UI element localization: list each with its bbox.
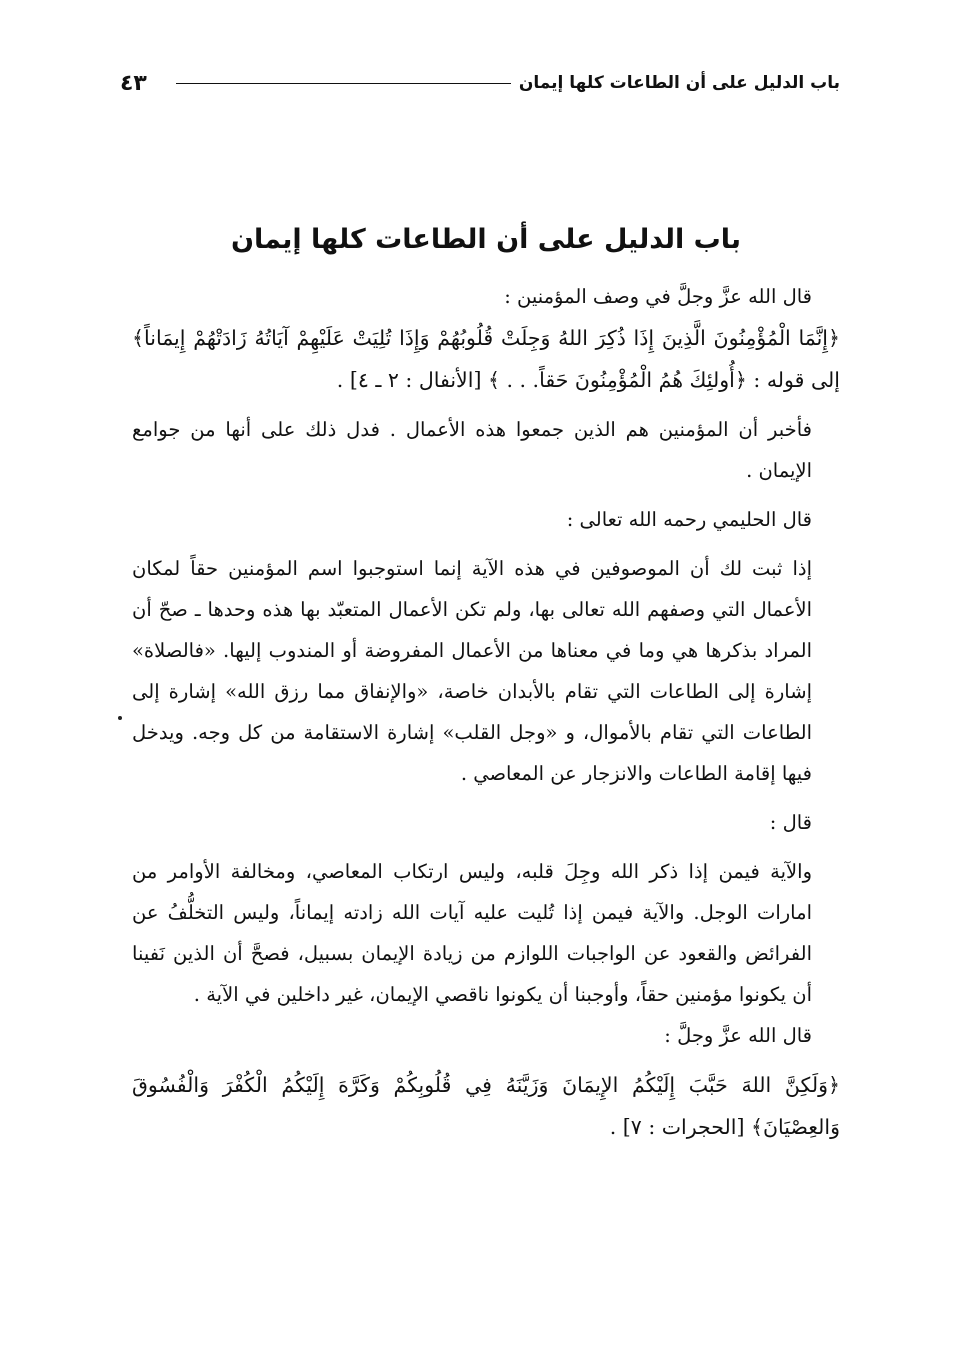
header-rule bbox=[176, 83, 511, 84]
quran-verse-2: ﴿وَلَكِنَّ اللهَ حَبَّبَ إِلَيْكُمُ الإِيمَانَ وَزَيَّنَهُ فِي قُلُوبِكُمْ وَكَرَّهَ إِلَيْكُمُ الْكُفْرَ وَالْفُسُوقَ وَالعِصْيَانَ﴾ [الحجرات : ٧] . bbox=[132, 1073, 840, 1139]
scan-speck bbox=[118, 716, 122, 720]
paragraph-3: والآية فيمن إذا ذكر الله وجِلَ قلبه، وليس ارتكاب المعاصي، ومخالفة الأوامر من امارات الوجل. والآية فيمن إذا تُليت عليه آيات الله زادته إيماناً، وليس التخلُّفُ عن الفرائض والقعود عن الواجبات اللوازم من زيادة الإيمان بسبيل، فصحَّ أن الذين نَفينا أن يكونوا مؤمنين حقاً، وأوجبنا أن يكونوا ناقصي الإيمان، غير داخلين في الآية . bbox=[132, 860, 812, 1006]
running-title: باب الدليل على أن الطاعات كلها إيمان bbox=[518, 73, 840, 93]
intro-line-3: قال : bbox=[769, 811, 812, 834]
paragraph-1: فأخبر أن المؤمنين هم الذين جمعوا هذه الأعمال . فدل ذلك على أنها من جوامع الإيمان . bbox=[132, 418, 812, 482]
paragraph-2: إذا ثبت لك أن الموصوفين في هذه الآية إنما استوجبوا اسم المؤمنين حقاً لمكان الأعمال التي وصفهم الله تعالى بها، ولم تكن الأعمال المتعبّد بها هذه وحدها ـ صحّ أن المراد بذكرها هي وما في معناها من الأعمال المفروضة أو المندوب إليها. «فالصلاة» إشارة إلى الطاعات التي تقام بالأبدان خاصة، «والإنفاق مما رزق الله» إشارة إلى الطاعات التي تقام بالأموال، و «وجل القلب» إشارة الاستقامة من كل وجه. ويدخل فيها إقامة الطاعات والانزجار عن المعاصي . bbox=[132, 557, 812, 785]
running-header bbox=[120, 66, 840, 100]
quran-verse-1: ﴿إِنَّمَا الْمُؤْمِنُونَ الَّذِينَ إِذَا ذُكِرَ اللهُ وَجِلَتْ قُلُوبُهُمْ وَإِذَا تُلِيَتْ عَلَيْهِمْ آيَاتُهُ زَادَتْهُمْ إِيمَاناً﴾ إلى قوله : ﴿أُولئِكَ هُمُ الْمُؤْمِنُونَ حَقاً. . . ﴾ [الأنفال : ٢ ـ ٤] . bbox=[132, 326, 840, 392]
page-body bbox=[132, 218, 840, 1156]
chapter-title: باب الدليل على أن الطاعات كلها إيمان bbox=[230, 224, 742, 255]
intro-line-4: قال الله عزَّ وجلَّ : bbox=[664, 1024, 812, 1047]
intro-line-1: قال الله عزَّ وجلَّ في وصف المؤمنين : bbox=[504, 285, 812, 308]
intro-line-2: قال الحليمي رحمه الله تعالى : bbox=[566, 508, 812, 531]
page-number: ٤٣ bbox=[120, 70, 147, 96]
